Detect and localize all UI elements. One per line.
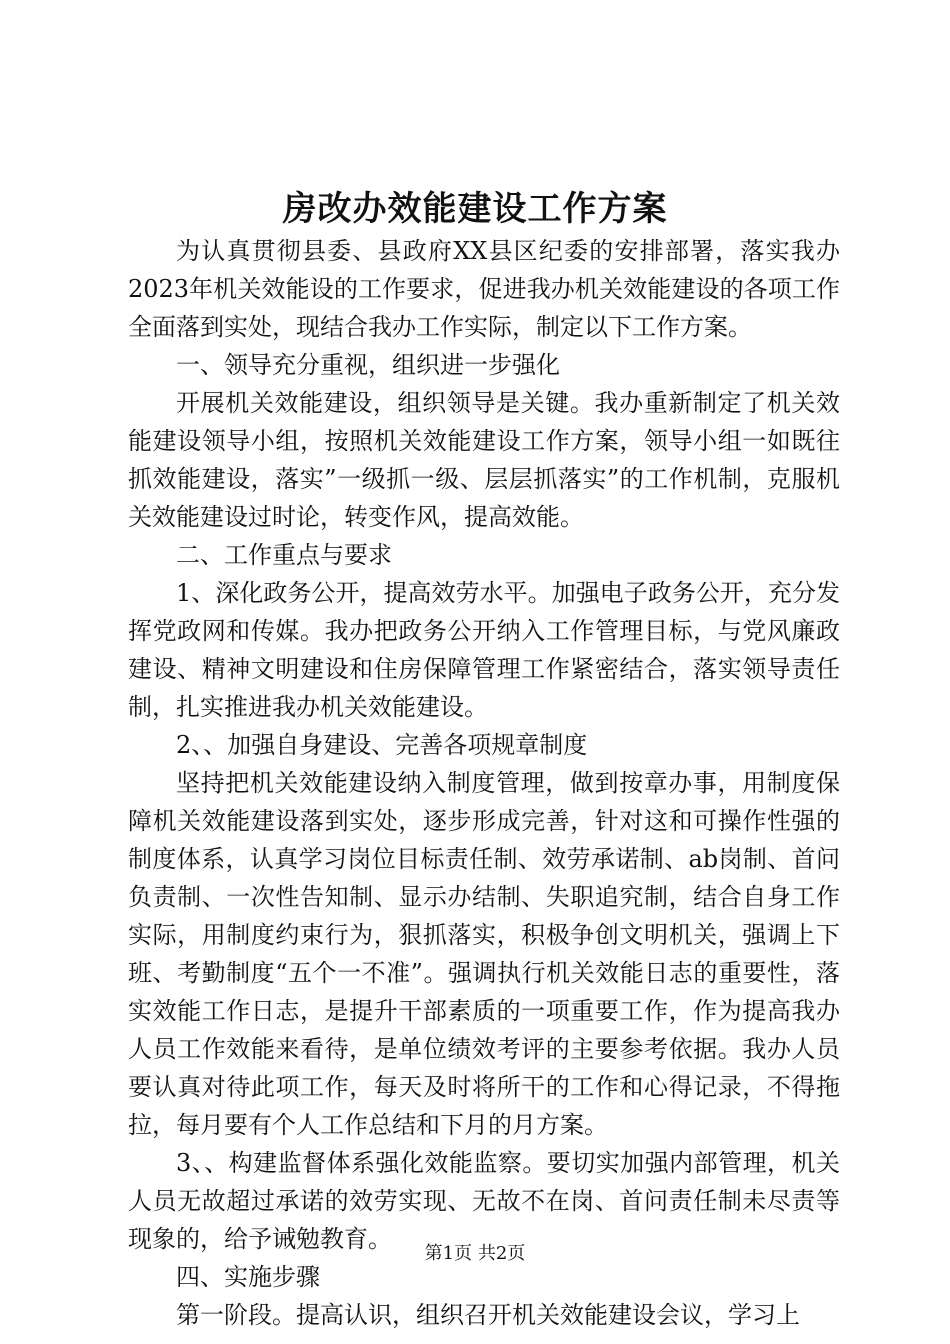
paragraph-stage-1: 第一阶段。提高认识，组织召开机关效能建设会议，学习上 — [176, 1301, 800, 1329]
subsection-heading-2: 2、、加强自身建设、完善各项规章制度 — [176, 731, 588, 759]
section-heading-1: 一、领导充分重视，组织进一步强化 — [176, 351, 560, 379]
paragraph-intro: 为认真贯彻县委、县政府XX县区纪委的安排部署，落实我办2023年机关效能设的工作要求，促进我办机关效能建设的各项工作全面落到实处，现结合我办工作实际，制定以下工作方案。 — [128, 237, 840, 341]
page-number-footer: 第1页 共2页 — [424, 1243, 526, 1264]
section-heading-4: 四、实施步骤 — [176, 1263, 320, 1291]
document-title: 房改办效能建设工作方案 — [282, 189, 668, 229]
paragraph-point-3: 3、、构建监督体系强化效能监察。要切实加强内部管理，机关人员无故超过承诺的效劳实现、无故不在岗、首问责任制未尽责等现象的，给予诫勉教育。 — [128, 1149, 840, 1253]
paragraph-point-1: 1、深化政务公开，提高效劳水平。加强电子政务公开，充分发挥党政网和传媒。我办把政务公开纳入工作管理目标，与党风廉政建设、精神文明建设和住房保障管理工作紧密结合，落实领导责任制，扎实推进我办机关效能建设。 — [128, 579, 840, 721]
section-heading-2: 二、工作重点与要求 — [176, 541, 392, 569]
paragraph-leadership: 开展机关效能建设，组织领导是关键。我办重新制定了机关效能建设领导小组，按照机关效能建设工作方案，领导小组一如既往抓效能建设，落实”一级抓一级、层层抓落实”的工作机制，克服机关效能建设过时论，转变作风，提高效能。 — [128, 389, 840, 531]
paragraph-rules: 坚持把机关效能建设纳入制度管理，做到按章办事，用制度保障机关效能建设落到实处，逐步形成完善，针对这和可操作性强的制度体系，认真学习岗位目标责任制、效劳承诺制、ab岗制、首问负责制、一次性告知制、显示办结制、失职追究制，结合自身工作实际，用制度约束行为，狠抓落实，积极争创文明机关，强调上下班、考勤制度“五个一不准”。强调执行机关效能日志的重要性，落实效能工作日志，是提升干部素质的一项重要工作，作为提高我办人员工作效能来看待，是单位绩效考评的主要参考依据。我办人员要认真对待此项工作，每天及时将所干的工作和心得记录，不得拖拉，每月要有个人工作总结和下月的月方案。 — [128, 769, 840, 1139]
document-body — [128, 232, 840, 1334]
